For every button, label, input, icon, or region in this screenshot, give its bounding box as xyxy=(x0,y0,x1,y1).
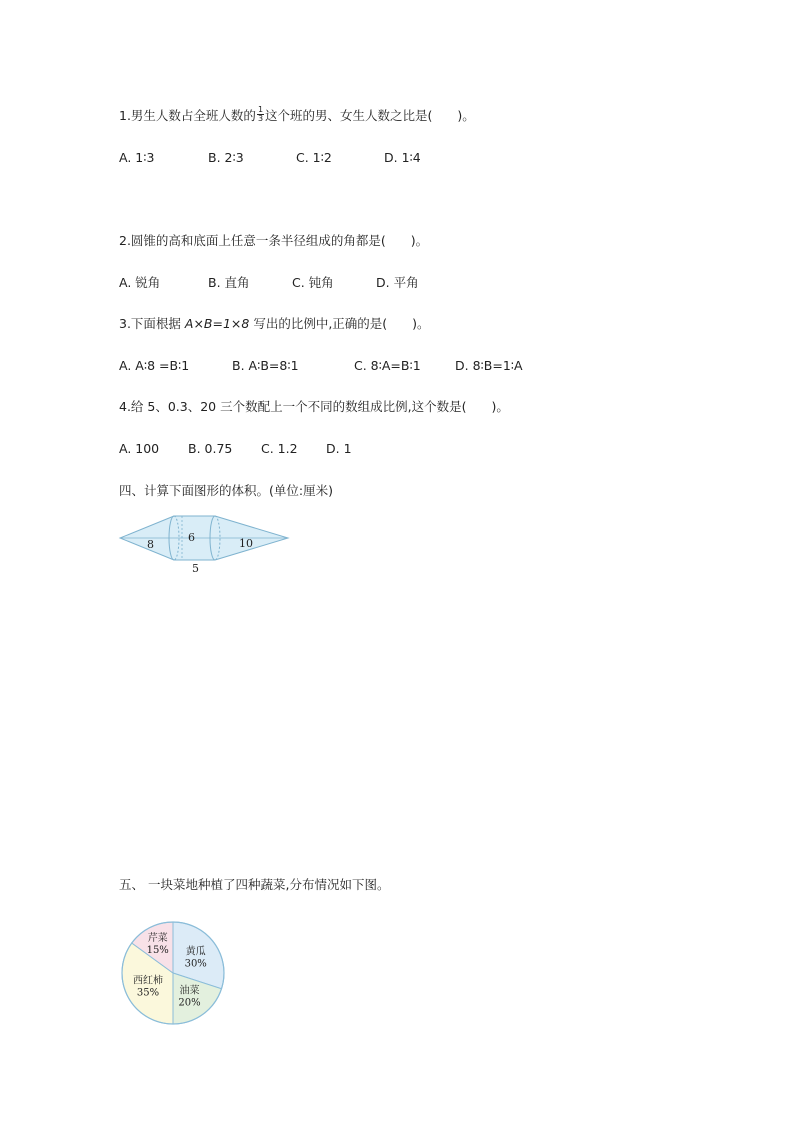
pie-slice-name-0: 黄瓜 xyxy=(185,946,206,958)
q4-option-d[interactable]: D. 1 xyxy=(326,441,352,456)
q4-option-a[interactable]: A. 100 xyxy=(119,441,160,456)
right-cone-height-label: 10 xyxy=(239,537,253,550)
left-cone-height-label: 8 xyxy=(147,538,154,551)
question-2-options xyxy=(119,274,419,292)
pie-slice-name-1: 油菜 xyxy=(179,985,200,997)
q1-option-a[interactable]: A. 1∶3 xyxy=(119,150,155,165)
vegetable-pie-chart xyxy=(118,918,228,1028)
question-1-options xyxy=(119,149,421,167)
q2-option-d[interactable]: D. 平角 xyxy=(376,275,419,290)
question-2: 2.圆锥的高和底面上任意一条半径组成的角都是( )。 xyxy=(119,233,429,248)
fraction-numerator: 1 xyxy=(257,105,264,114)
q4-option-c[interactable]: C. 1.2 xyxy=(261,441,298,456)
fraction-denominator: 3 xyxy=(257,114,264,123)
question-3-options xyxy=(119,357,523,375)
question-4: 4.给 5、0.3、20 三个数配上一个不同的数组成比例,这个数是( )。 xyxy=(119,399,509,414)
question-3 xyxy=(119,315,430,333)
section-5-title: 五、 一块菜地种植了四种蔬菜,分布情况如下图。 xyxy=(119,877,390,892)
diameter-label: 6 xyxy=(188,531,195,544)
question-3-text-start: 3.下面根据 xyxy=(119,316,185,331)
q2-option-a[interactable]: A. 锐角 xyxy=(119,275,161,290)
question-3-text-end: 写出的比例中,正确的是( )。 xyxy=(249,316,430,331)
q3-option-a[interactable]: A. A∶8 =B∶1 xyxy=(119,358,190,373)
q2-option-c[interactable]: C. 钝角 xyxy=(292,275,334,290)
q1-option-c[interactable]: C. 1∶2 xyxy=(296,150,332,165)
pie-slice-name-2: 西红柿 xyxy=(133,975,163,987)
pie-slice-percent-3: 15% xyxy=(146,945,169,956)
question-1 xyxy=(119,107,475,125)
question-1-text-end: 这个班的男、女生人数之比是( )。 xyxy=(265,108,475,123)
q4-option-b[interactable]: B. 0.75 xyxy=(188,441,233,456)
q3-option-b[interactable]: B. A∶B=8∶1 xyxy=(232,358,299,373)
pie-slice-name-3: 芹菜 xyxy=(147,933,168,944)
question-1-text-start: 1.男生人数占全班人数的 xyxy=(119,108,256,123)
pie-slice-percent-1: 20% xyxy=(178,997,201,1009)
q3-option-d[interactable]: D. 8∶B=1∶A xyxy=(455,358,523,373)
cone-cylinder-figure xyxy=(116,510,296,576)
question-3-formula: A×B=1×8 xyxy=(184,316,250,331)
fraction-one-third xyxy=(257,106,264,123)
q2-option-b[interactable]: B. 直角 xyxy=(208,275,250,290)
pie-slice-percent-0: 30% xyxy=(184,958,207,970)
section-4-title: 四、计算下面图形的体积。(单位:厘米) xyxy=(119,483,333,498)
q3-option-c[interactable]: C. 8∶A=B∶1 xyxy=(354,358,421,373)
q1-option-d[interactable]: D. 1∶4 xyxy=(384,150,421,165)
pie-slice-percent-2: 35% xyxy=(136,987,160,999)
cylinder-length-label: 5 xyxy=(192,562,199,575)
question-4-options xyxy=(119,440,352,458)
q1-option-b[interactable]: B. 2∶3 xyxy=(208,150,244,165)
